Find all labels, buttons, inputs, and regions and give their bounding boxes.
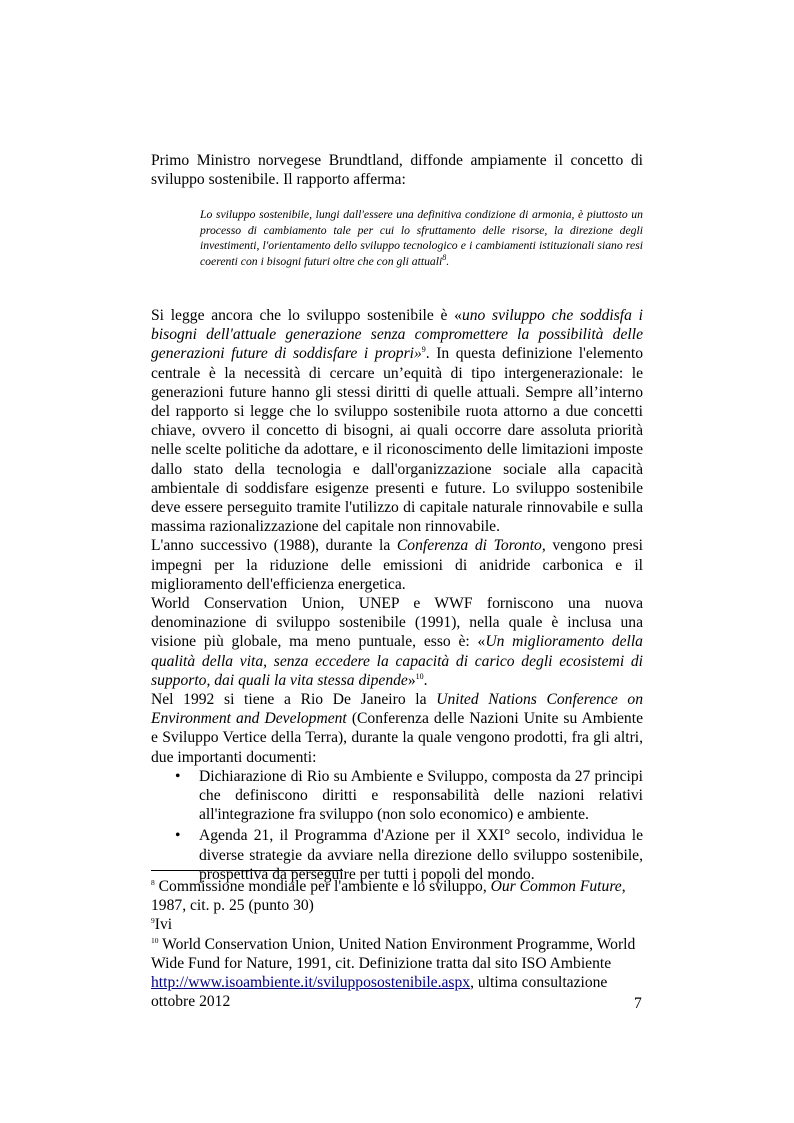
paragraph-definition bbox=[151, 306, 643, 536]
footnotes bbox=[151, 877, 643, 1011]
intro-paragraph: Primo Ministro norvegese Brundtland, diffonde ampiamente il concetto di sviluppo sostenibile. Il rapporto afferma: bbox=[151, 152, 643, 189]
para4-lead: Nel 1992 si tiene a Rio De Janeiro la bbox=[151, 691, 437, 709]
isoambiente-link[interactable]: http://www.isoambiente.it/svilupposostenibile.aspx bbox=[151, 974, 471, 992]
list-item-text: Agenda 21, il Programma d'Azione per il XXI° secolo, individua le diverse strategie da avviare nella direzione dello sviluppo sostenibile, prospettiva da perseguire per tutti i popoli del mondo. bbox=[199, 827, 643, 883]
footnote-number: 8 bbox=[151, 877, 155, 887]
footnote-number: 10 bbox=[151, 935, 159, 945]
paragraph-rio bbox=[151, 690, 643, 767]
footnote-10 bbox=[151, 935, 643, 1012]
para3-lead: World Conservation Union, UNEP e WWF forniscono una nuova denominazione di sviluppo sostenibile (1991), nella quale è inclusa una visione più globale, ma meno puntuale, esso è: « bbox=[151, 595, 643, 651]
footnote-separator bbox=[151, 870, 343, 871]
footnote-text: World Conservation Union, United Nation Environment Programme, World Wide Fund for Nature, 1991, cit. Definizione tratta dal sito ISO Ambiente bbox=[151, 935, 636, 972]
para1-rest: . In questa definizione l'elemento centrale è la necessità di cercare un’equità di tipo intergenerazionale: le generazioni future hanno gli stessi diritti di quelle attuali. Sempre all’interno del rapporto si legge che lo sviluppo sostenibile ruota attorno a due concetti chiave, ovvero il concetto di bisogni, ai quali occorre dare assoluta priorità nelle scelte politiche da adottare, e il riconoscimento delle limitazioni imposte dallo stato della tecnologia e dall'organizzazione sociale alla capacità ambientale di soddisfare esigenze presenti e future. Lo sviluppo sostenibile deve essere perseguito tramite l'utilizzo di capitale naturale rinnovabile e sulla massima razionalizzazione del capitale non rinnovabile. bbox=[151, 345, 643, 536]
bullet-icon: • bbox=[175, 767, 181, 785]
documents-list bbox=[151, 767, 643, 884]
paragraph-toronto bbox=[151, 536, 643, 594]
footnote-text: , 1987, cit. p. 25 (punto 30) bbox=[151, 878, 626, 915]
para1-lead: Si legge ancora che lo sviluppo sostenibile è « bbox=[151, 307, 462, 324]
para3-close: » bbox=[407, 671, 416, 689]
footnote-text: Ivi bbox=[154, 916, 173, 934]
para4-italic: United Nations Conference on Environment and Development bbox=[151, 691, 643, 728]
para4-rest: (Conferenza delle Nazioni Unite su Ambiente e Sviluppo Vertice della Terra), durante la quale vengono prodotti, fra gli altri, due importanti documenti: bbox=[151, 710, 643, 766]
list-item-text: Dichiarazione di Rio su Ambiente e Sviluppo, composta da 27 principi che definiscono diritti e responsabilità delle nazioni relativi all'integrazione fra sviluppo (non solo economico) e ambiente. bbox=[199, 767, 643, 824]
para3-end: . bbox=[423, 671, 428, 689]
page-number: 7 bbox=[634, 995, 642, 1012]
quote-text: Lo sviluppo sostenibile, lungi dall'essere una definitiva condizione di armonia, è piuttosto un processo di cambiamento tale per cui lo sfruttamento delle risorse, la direzione degli investimenti, l'orientamento dello sviluppo tecnologico e i cambiamenti istituzionali siano resi coerenti con i bisogni futuri oltre che con gli attuali bbox=[200, 208, 643, 268]
footnote-title: Our Common Future bbox=[490, 878, 622, 895]
list-item bbox=[151, 826, 643, 884]
para2-lead: L'anno successivo (1988), durante la bbox=[151, 537, 397, 555]
footnote-8 bbox=[151, 877, 643, 915]
main-body bbox=[151, 306, 643, 884]
para1-close: » bbox=[414, 345, 422, 363]
list-item bbox=[151, 767, 643, 825]
footnote-9 bbox=[151, 915, 643, 934]
footnote-number: 9 bbox=[151, 916, 155, 926]
para2-italic: Conferenza di Toronto bbox=[396, 537, 542, 555]
block-quote: Lo sviluppo sostenibile, lungi dall'essere una definitiva condizione di armonia, è piuttosto un processo di cambiamento tale per cui lo sfruttamento delle risorse, la direzione degli investimenti, l'orientamento dello sviluppo tecnologico e i cambiamenti istituzionali siano resi coerenti con i bisogni futuri oltre che con gli attuali$^8$. bbox=[200, 208, 643, 268]
footnote-ref-8[interactable]: 8 bbox=[442, 252, 447, 262]
footnote-text: Commissione mondiale per l'ambiente e lo sviluppo, bbox=[154, 878, 491, 895]
para1-italic: uno sviluppo che soddisfa i bisogni dell'attuale generazione senza compromettere la possibilità delle generazioni future di soddisfare i propri bbox=[151, 307, 643, 363]
footnote-ref-9[interactable]: 9 bbox=[421, 345, 426, 355]
footnote-ref-10[interactable]: 10 bbox=[415, 671, 424, 681]
footnote-text: , ultima consultazione ottobre 2012 bbox=[151, 974, 608, 1011]
para3-italic: Un miglioramento della qualità della vita, senza eccedere la capacità di carico degli ecosistemi di supporto, dai quali la vita stessa dipende bbox=[151, 633, 643, 689]
para2-rest: , vengono presi impegni per la riduzione delle emissioni di anidride carbonica e il miglioramento dell'efficienza energetica. bbox=[151, 537, 643, 593]
paragraph-wcu bbox=[151, 594, 643, 690]
bullet-icon: • bbox=[175, 827, 181, 845]
